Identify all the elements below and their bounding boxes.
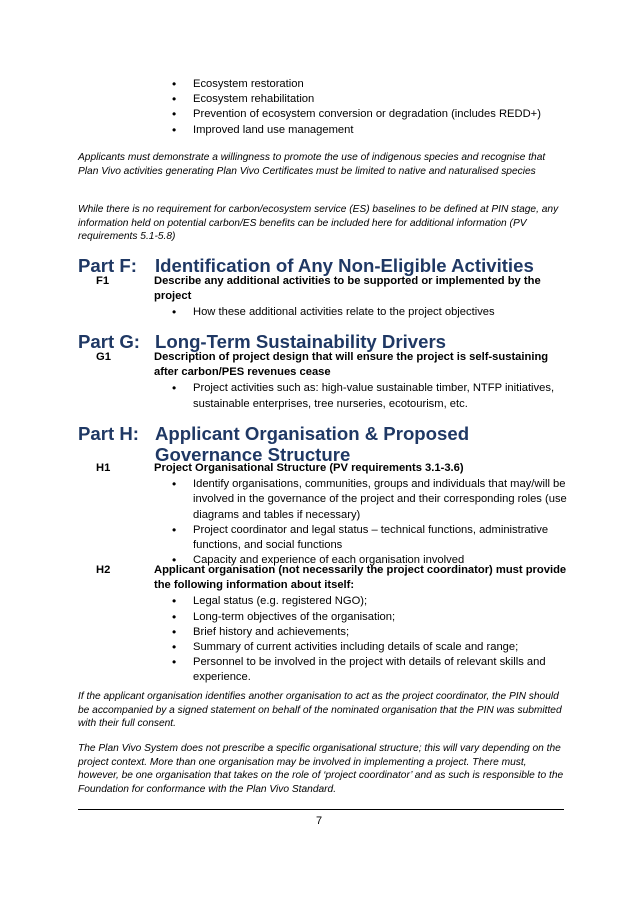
section-description: Applicant organisation (not necessarily the project coordinator) must provide the following information about itself: [154,564,567,592]
part-g-label: Part G: [78,331,140,352]
page-number: 7 [315,815,323,827]
section-code: H2 [96,564,111,576]
activity-type-list [193,77,593,138]
note-indigenous-species: Applicants must demonstrate a willingness to promote the use of indigenous species and recognise that Plan Vivo activities generating Plan Vivo Certificates must be limited to native and naturalised species [78,152,546,177]
section-h2 [78,563,568,686]
section-f1 [78,274,568,321]
part-f-title: Identification of Any Non-Eligible Activities [155,255,534,276]
section-code: H1 [96,462,111,474]
section-bullets [193,381,568,411]
list-item: • Long-term objectives of the organisation; [193,610,568,625]
section-bullets [193,477,568,568]
list-item: • Ecosystem rehabilitation [193,92,593,107]
footer-divider [78,809,564,810]
section-bullets [193,305,568,320]
note-project-coordinator: If the applicant organisation identifies another organisation to act as the project coordinator, the PIN should be accompanied by a signed statement on behalf of the nominated organisation that the PIN was submitted with their full consent. [78,691,562,730]
list-item: • Personnel to be involved in the project with details of relevant skills and experience. [193,655,568,685]
list-item: • Summary of current activities including details of scale and range; [193,640,568,655]
list-item: • Legal status (e.g. registered NGO); [193,594,568,609]
list-item: • Project activities such as: high-value sustainable timber, NTFP initiatives, sustainable enterprises, tree nurseries, ecotourism, etc. [193,381,568,411]
section-description: Project Organisational Structure (PV requirements 3.1-3.6) [154,462,464,474]
part-f-label: Part F: [78,255,137,276]
list-item: • Identify organisations, communities, groups and individuals that may/will be involved in the governance of the project and their corresponding roles (use diagrams and tables if necessary) [193,477,568,523]
section-h1 [78,461,568,568]
note-baselines: While there is no requirement for carbon/ecosystem service (ES) baselines to be defined at PIN stage, any information held on potential carbon/ES benefits can be included here for additional information (PV requirements 5.1-5.8) [78,204,559,243]
section-g1 [78,350,568,412]
section-bullets [193,594,568,685]
list-item: • Ecosystem restoration [193,77,593,92]
part-g-title: Long-Term Sustainability Drivers [155,331,447,352]
section-code: F1 [96,275,110,287]
note-organisational-structure: The Plan Vivo System does not prescribe a specific organisational structure; this will vary depending on the project context. More than one organisation may be involved in implementing a project. There must, however, be one organisation that takes on the role of ‘project coordinator’ and as such is responsible to the Foundation for conformance with the Plan Vivo Standard. [78,743,564,795]
section-code: G1 [96,351,111,363]
list-item: • Improved land use management [193,123,593,138]
list-item: • Capacity and experience of each organisation involved [193,553,568,568]
list-item: • Brief history and achievements; [193,625,568,640]
part-h-label: Part H: [78,423,139,444]
list-item: • How these additional activities relate to the project objectives [193,305,568,320]
part-h-title: Applicant Organisation & Proposed Governance Structure [155,423,470,465]
list-item: • Project coordinator and legal status – technical functions, administrative functions, and social functions [193,523,568,553]
section-description: Description of project design that will ensure the project is self-sustaining after carbon/PES revenues cease [154,351,549,379]
list-item: • Prevention of ecosystem conversion or degradation (includes REDD+) [193,107,593,122]
section-description: Describe any additional activities to be supported or implemented by the project [154,275,541,303]
